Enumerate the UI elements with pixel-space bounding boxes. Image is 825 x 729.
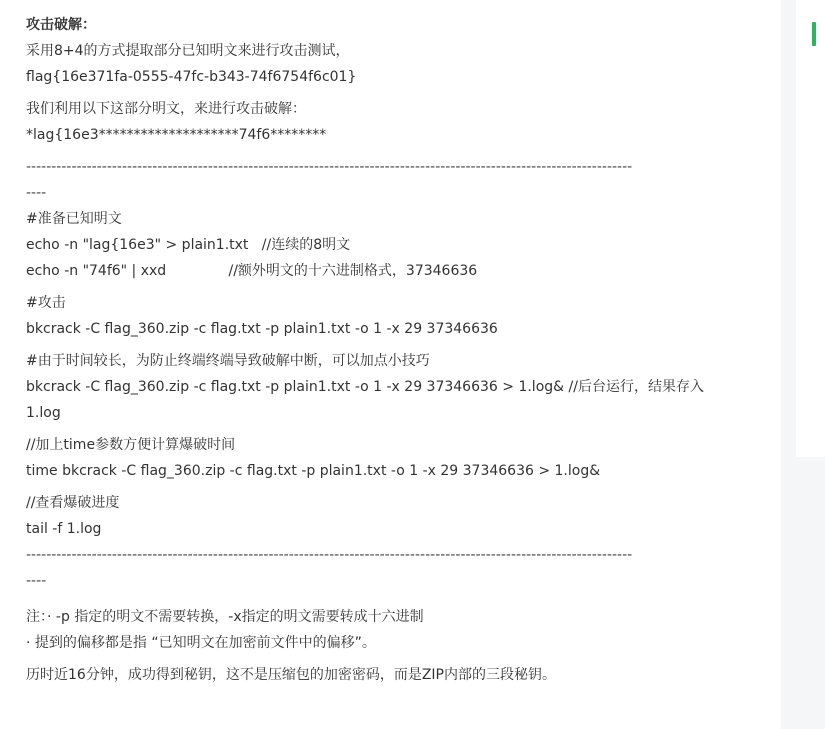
sidebar-accent-bar xyxy=(812,22,816,46)
bkcrack-command-2-wrap: 1.log xyxy=(26,405,61,421)
flag-line: flag{16e371fa-0555-47fc-b343-74f6754f6c01} xyxy=(26,69,357,85)
article-content xyxy=(26,12,751,688)
attack-heading: 攻击破解： xyxy=(26,17,96,33)
divider-bottom: ------------------------------------------------------------------------------------------------------------------------ xyxy=(26,547,633,563)
time-comment: //加上time参数方便计算爆破时间 xyxy=(26,437,236,453)
echo-command-2: echo -n "74f6" | xxd //额外明文的十六进制格式，37346636 xyxy=(26,263,478,279)
partial-intro: 我们利用以下这部分明文，来进行攻击破解： xyxy=(26,101,306,117)
background-comment: #由于时间较长，为防止终端终端导致破解中断，可以加点小技巧 xyxy=(26,353,430,369)
partial-plaintext: *lag{16e3********************74f6******** xyxy=(26,127,327,143)
divider-bottom-tail: ---- xyxy=(26,573,47,589)
echo-command-1: echo -n "lag{16e3" > plain1.txt //连续的8明文 xyxy=(26,237,351,253)
divider-top: ------------------------------------------------------------------------------------------------------------------------ xyxy=(26,159,633,175)
result-line: 历时近16分钟，成功得到秘钥，这不是压缩包的加密密码，而是ZIP内部的三段秘钥。 xyxy=(26,667,556,683)
time-command: time bkcrack -C flag_360.zip -c flag.txt -p plain1.txt -o 1 -x 29 37346636 > 1.log& xyxy=(26,463,601,479)
attack-comment: #攻击 xyxy=(26,295,66,311)
bkcrack-command-2: bkcrack -C flag_360.zip -c flag.txt -p plain1.txt -o 1 -x 29 37346636 > 1.log& //后台运行，结果存入 xyxy=(26,379,704,395)
note-line-2: · 提到的偏移都是指 “已知明文在加密前文件中的偏移”。 xyxy=(26,635,376,651)
prepare-comment: #准备已知明文 xyxy=(26,211,122,227)
bkcrack-command-1: bkcrack -C flag_360.zip -c flag.txt -p plain1.txt -o 1 -x 29 37346636 xyxy=(26,321,498,337)
tail-command: tail -f 1.log xyxy=(26,521,102,537)
divider-top-tail: ---- xyxy=(26,185,47,201)
note-line-1: 注：· -p 指定的明文不需要转换，-x指定的明文需要转成十六进制 xyxy=(26,609,424,625)
progress-comment: //查看爆破进度 xyxy=(26,495,120,511)
sidebar-panel xyxy=(796,0,825,457)
method-line: 采用8+4的方式提取部分已知明文来进行攻击测试， xyxy=(26,43,350,59)
